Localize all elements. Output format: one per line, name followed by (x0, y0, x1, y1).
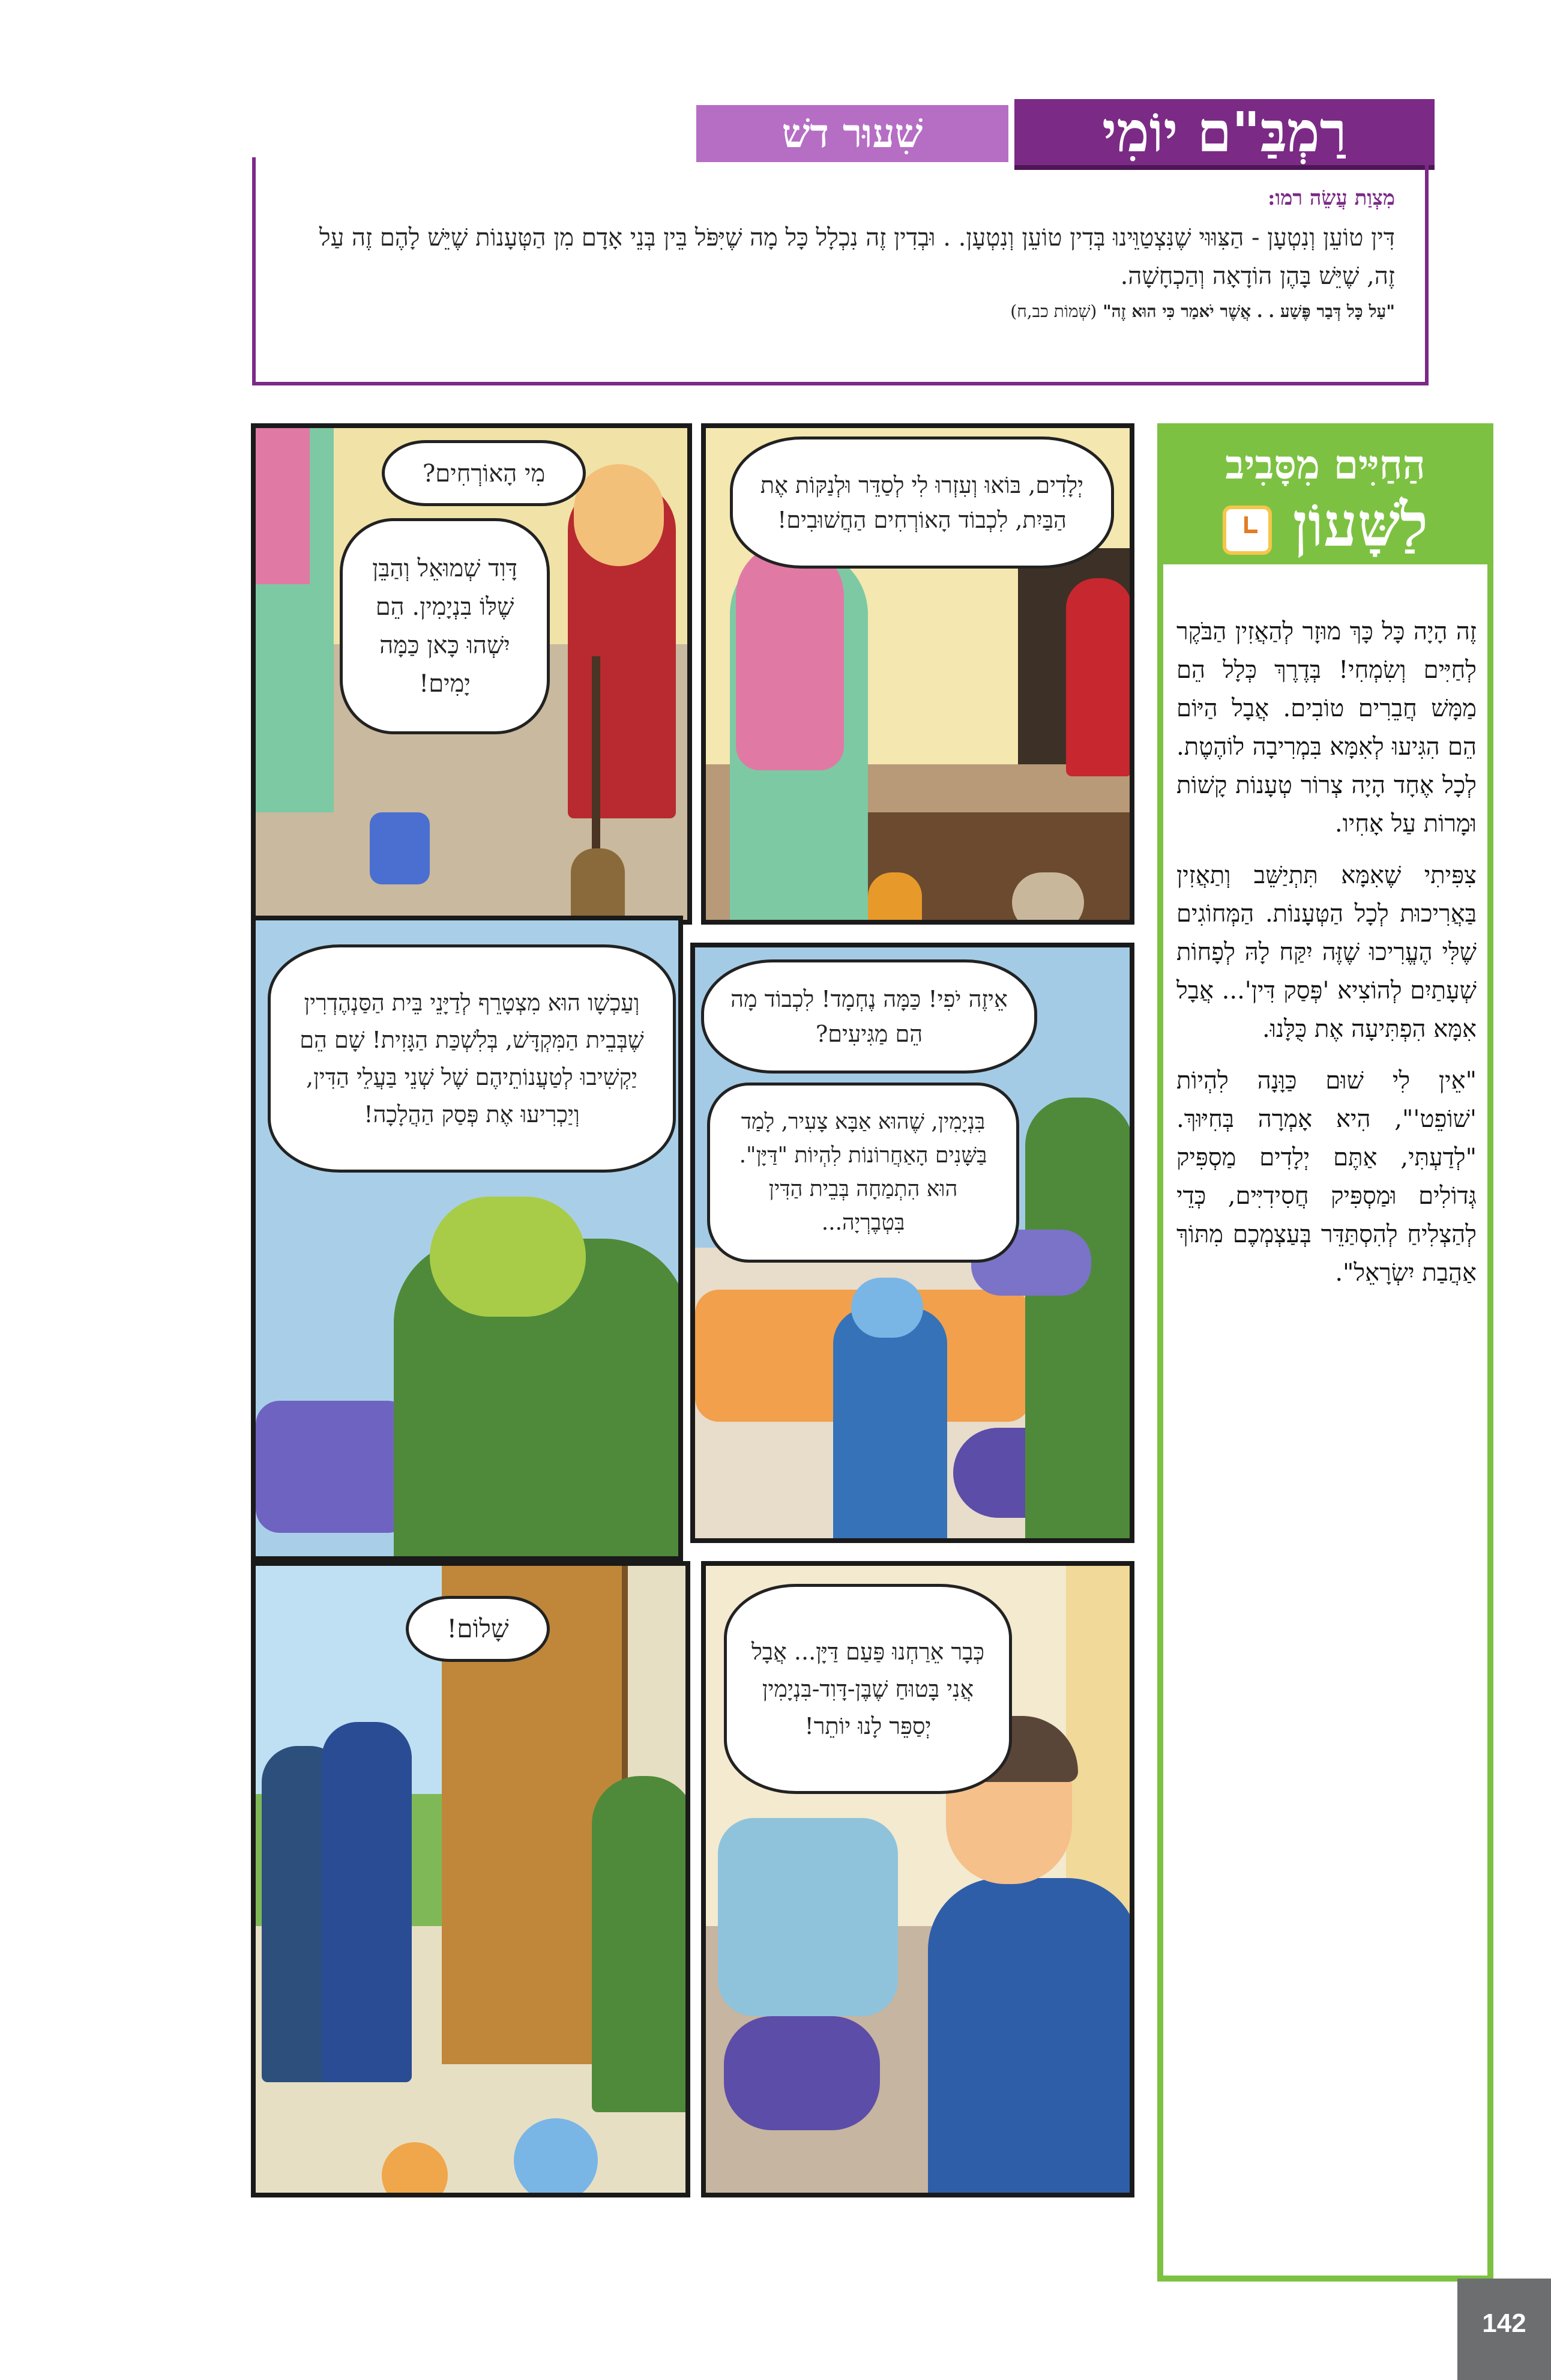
page-number: 142 (1457, 2279, 1551, 2380)
broom-head (571, 848, 625, 920)
intro-box (252, 157, 1429, 385)
story-paragraph: "אֵין לִי שׁוּם כַּוָּנָה לִהְיוֹת 'שׁוֹפֵט'", הִיא אָמְרָה בְּחִיּוּךְ. "לְדַעְתִּי, אַתֶּם יְלָדִים מַסְפִּיק גְּדוֹלִים וּמַסְפִּיק חֲסִידִיִּים, כְּדֵי לְהַצְלִיחַ לְהִסְתַּדֵּר בְּעַצְמְכֶם מִתּוֹךְ אַהֲבַת יִשְׂרָאֵל". (1176, 1067, 1477, 1287)
comic-panel-3 (690, 943, 1134, 1543)
sidebar-story (1176, 612, 1477, 1305)
quote-source: (שְׁמוֹת כב,ח) (1010, 301, 1097, 321)
child-figure (1066, 578, 1132, 776)
speech-bubble: וְעַכְשָׁו הוּא מִצְטָרֵף לְדַיָּנֵי בֵּית הַסַּנְהֶדְרִין שֶׁבְּבֵית הַמִּקְדָּשׁ, בְּלִשְׁכַּת הַגָּזִית! שָׁם הֵם יַקְשִׁיבוּ לְטַעֲנוֹתֵיהֶם שֶׁל שְׁנֵי בַּעֲלֵי הַדִּין, וְיַכְרִיעוּ אֶת פְּסַק הַהֲלָכָה! (268, 944, 676, 1173)
sidebar-title-text: לַשָּׁעוֹן (1292, 489, 1429, 560)
sidebar-title-line2 (1163, 489, 1487, 560)
blankets (718, 1818, 898, 2016)
speech-bubble-answer: בִּנְיָמִין, שֶׁהוּא אַבָּא צָעִיר, לָמַד בַּשָּׁנִים הָאַחֲרוֹנוֹת לִהְיוֹת "דַּיָּן". הוּא הִתְמַחָה בְּבֵית הַדִּין בִּטְבֶרְיָה... (707, 1083, 1019, 1263)
mother-headscarf (736, 542, 844, 770)
jar (868, 872, 922, 925)
comic-panel-1 (701, 423, 1134, 925)
mother-headscarf (256, 428, 310, 584)
boy-kippah (851, 1278, 923, 1338)
bed-blankets (256, 1401, 412, 1533)
sack (1012, 872, 1084, 925)
speech-bubble: יְלָדִים, בּוֹאוּ וְעִזְרוּ לִי לְסַדֵּר וּלְנַקּוֹת אֶת הַבַּיִת, לִכְבוֹד הָאוֹרְחִים הַחֲשׁוּבִים! (730, 436, 1114, 569)
child-head (382, 2142, 448, 2197)
comic-panel-6 (251, 1561, 690, 2197)
mitzvah-text: דִּין טוֹעֵן וְנִטְעָן - הַצִּוּוּי שֶׁנִּצְטַוֵּינוּ בְּדִין טוֹעֵן וְנִטְעָן. . וּבְדִין זֶה נִכְלָל כָּל מָה שֶׁיִּפֹּל בֵּין בְּנֵי אָדָם מִן הַטְּעָנוֹת שֶׁיֵּשׁ לָהֶם זֶה עַל זֶה, שֶׁיֵּשׁ בָּהֶן הוֹדָאָה וְהַכְחָשָׁה. (319, 224, 1395, 290)
boy-figure (833, 1308, 947, 1543)
comic-panel-5 (701, 1561, 1134, 2197)
quote-text: "עַל כָּל דְּבַר פֶּשַׁע . . אֲשֶׁר יֹאמַר כִּי הוּא זֶה" (1103, 301, 1395, 321)
speech-bubble: כְּבָר אֵרַחְנוּ פַּעַם דַּיָּן... אֲבָל אֲנִי בָּטוּחַ שֶׁבֶּן-דָּוִד-בִּנְיָמִין יְסַפֵּר לָנוּ יוֹתֵר! (724, 1584, 1012, 1794)
mitzvah-quote (286, 301, 1395, 322)
speech-bubble-answer: דָּוִד שְׁמוּאֵל וְהַבֵּן שֶׁלּוֹ בִּנְיָמִין. הֵם יִשְׁהוּ כָּאן כַּמָּה יָמִים! (340, 518, 550, 734)
speech-bubble: שָׁלוֹם! (406, 1596, 550, 1662)
cushion (724, 2016, 880, 2130)
mitzvah-label: מִצְוַת עֲשֵׂה רמו: (1267, 186, 1395, 210)
lesson-number: שִׁעוּר דשׁ (696, 105, 1008, 162)
grandfather-figure (592, 1776, 690, 2112)
comic-panel-2 (251, 423, 692, 925)
grandfather-figure (1025, 1098, 1133, 1543)
cloth (370, 812, 430, 884)
boy-kippah (514, 2118, 598, 2197)
girl-head (574, 464, 664, 566)
series-title: רַמְבַּ"ם יוֹמִי (1014, 99, 1435, 170)
story-paragraph: צִפִּיתִי שֶׁאִמָּא תִּתְיַשֵּׁב וְתַאֲזִין בַּאֲרִיכוּת לְכָל הַטְּעָנוֹת. הַמְּחוֹגִים שֶׁלִּי הֶעֱרִיכוּ שֶׁזֶּה יִקַּח לָהּ לְפָחוֹת שְׁעָתַיִם לְהוֹצִיא 'פְּסַק דִּין'... אֲבָל אִמָּא הִפְתִּיעָה אֶת כֻּלָּנוּ. (1176, 862, 1477, 1043)
comic-panel-4 (251, 916, 683, 1561)
speech-bubble-question: אֵיזֶה יֹפִי! כַּמָּה נֶחְמָד! לִכְבוֹד מָה הֵם מַגִּיעִים? (701, 959, 1037, 1074)
boy-figure (928, 1878, 1134, 2197)
clock-icon (1223, 506, 1272, 555)
guest-figure-2 (322, 1722, 412, 2082)
speech-bubble-question: מִי הָאוֹרְחִים? (382, 440, 586, 506)
sidebar-title-line1: הַחַיִּים מִסָּבִיב (1225, 441, 1426, 488)
story-paragraph: זֶה הָיָה כָּל כָּךְ מוּזָר לְהַאֲזִין הַבֹּקֶר לְחַיִּים וְשִׂמְחִי! בְּדֶרֶךְ כְּלָל הֵם מַמָּשׁ חֲבֵרִים טוֹבִים. אֲבָל הַיּוֹם הֵם הִגִּיעוּ לְאִמָּא בִּמְרִיבָה לוֹהֶטֶת. לְכָל אֶחָד הָיָה צְרוֹר טְעָנוֹת קָשׁוֹת וּמָרוֹת עַל אָחִיו. (1176, 618, 1477, 838)
grandfather-turban (430, 1197, 586, 1317)
